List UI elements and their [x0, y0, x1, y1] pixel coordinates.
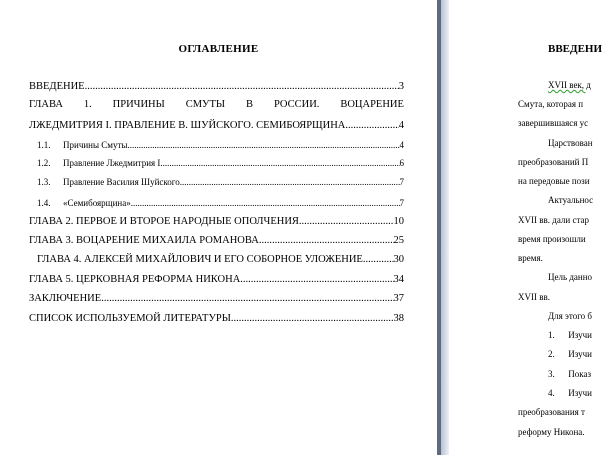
body-line: Актуальнос — [548, 195, 594, 205]
intro-page — [449, 0, 607, 455]
toc-entry-chapter-5[interactable]: ГЛАВА 5. ЦЕРКОВНАЯ РЕФОРМА НИКОНА ..... 34 — [29, 273, 404, 286]
toc-subentry-1-4[interactable]: 1.4. «Семибоярщина» ..... 7 — [37, 197, 404, 210]
toc-entry-chapter-2[interactable]: ГЛАВА 2. ПЕРВОЕ И ВТОРОЕ НАРОДНЫЕ ОПОЛЧЕНИЯ ..... 10 — [29, 215, 404, 228]
toc-entry-bibliography[interactable]: СПИСОК ИСПОЛЬЗУЕМОЙ ЛИТЕРАТУРЫ ..... 38 — [29, 312, 404, 325]
body-line: XVII вв. — [518, 292, 550, 302]
body-line: Царствован — [548, 138, 593, 148]
body-line: XVII вв. дали стар — [518, 215, 589, 225]
toc-title: ОГЛАВЛЕНИЕ — [178, 43, 259, 55]
list-item: 1. Изучи — [548, 330, 592, 340]
toc-entry-chapter-1-line-2[interactable]: ЛЖЕДМИТРИЯ I. ПРАВЛЕНИЕ В. ШУЙСКОГО. СЕМИБОЯРЩИНА ..... 4 — [29, 119, 404, 132]
body-line: Смута, которая п — [518, 99, 584, 109]
toc-subentry-1-3[interactable]: 1.3. Правление Василия Шуйского ..... 7 — [37, 176, 404, 189]
list-item: 2. Изучи — [548, 349, 592, 359]
toc-entry-chapter-3[interactable]: ГЛАВА 3. ВОЦАРЕНИЕ МИХАИЛА РОМАНОВА ..... 25 — [29, 234, 404, 247]
toc-entry-intro[interactable]: ВВЕДЕНИЕ ..... 3 — [29, 80, 404, 93]
body-line: время произошли — [518, 234, 586, 244]
body-line: преобразования т — [518, 407, 585, 417]
toc-subentry-1-1[interactable]: 1.1. Причины Смуты ..... 4 — [37, 139, 404, 152]
body-line: реформу Никона. — [518, 427, 585, 437]
list-item: 4. Изучи — [548, 388, 592, 398]
body-line: Цель данно — [548, 272, 593, 282]
body-line: преобразований П — [518, 157, 589, 167]
list-item: 3. Показ — [548, 369, 592, 379]
body-line: время. — [518, 253, 543, 263]
toc-entry-conclusion[interactable]: ЗАКЛЮЧЕНИЕ ..... 37 — [29, 292, 404, 305]
intro-title: ВВЕДЕНИ — [548, 43, 603, 55]
toc-entry-chapter-1-line-1[interactable]: ГЛАВА 1. ПРИЧИНЫ СМУТЫ В РОССИИ. ВОЦАРЕНИЕ — [29, 99, 404, 110]
page-shadow — [441, 0, 449, 455]
body-line: Для этого б — [548, 311, 592, 321]
body-line: XVII век, д — [548, 80, 591, 90]
body-line: на передовые пози — [518, 176, 590, 186]
toc-subentry-1-2[interactable]: 1.2. Правление Лжедмитрия I ..... 6 — [37, 157, 404, 170]
toc-entry-chapter-4[interactable]: ГЛАВА 4. АЛЕКСЕЙ МИХАЙЛОВИЧ И ЕГО СОБОРНОЕ УЛОЖЕНИЕ ..... 30 — [37, 253, 404, 266]
body-line: завершившаяся ус — [518, 118, 589, 128]
